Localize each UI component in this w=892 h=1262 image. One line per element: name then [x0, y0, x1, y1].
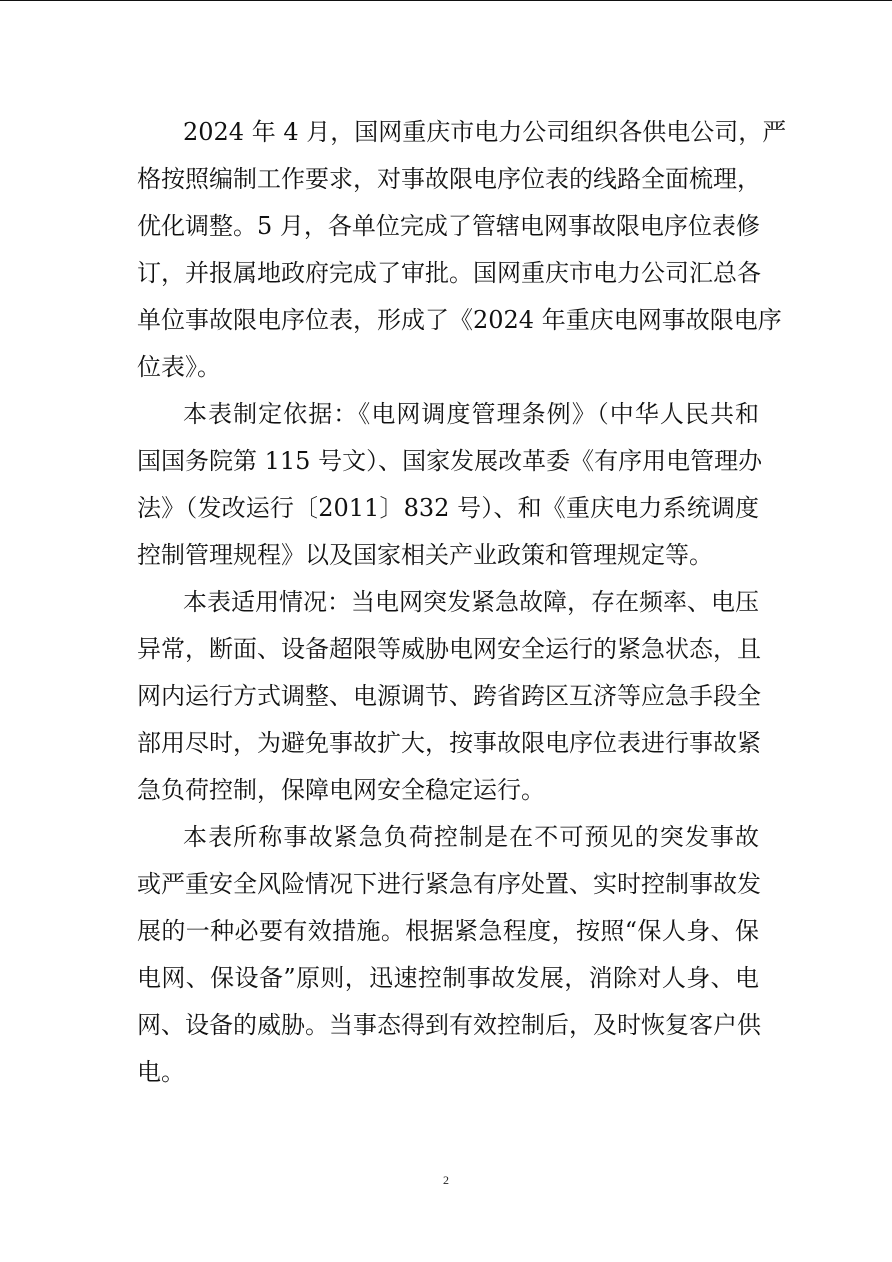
paragraph-line: 订，并报属地政府完成了审批。国网重庆市电力公司汇总各: [137, 259, 761, 287]
paragraph-line: 本表制定依据：《电网调度管理条例》（中华人民共和: [183, 400, 759, 428]
paragraph: [137, 579, 759, 814]
body-text: [137, 109, 787, 1096]
paragraph-line: 电。: [137, 1058, 185, 1086]
paragraph: [137, 391, 763, 579]
paragraph-line: 或严重安全风险情况下进行紧急有序处置、实时控制事故发: [137, 870, 761, 898]
paragraph-line: 法》（发改运行〔2011〕832 号）、和《重庆电力系统调度: [137, 494, 759, 522]
paragraph-line: 部用尽时，为避免事故扩大，按事故限电序位表进行事故紧: [137, 729, 761, 757]
paragraph-line: 展的一种必要有效措施。根据紧急程度，按照“保人身、保: [137, 917, 759, 945]
paragraph-line: 急负荷控制，保障电网安全稳定运行。: [137, 776, 545, 804]
paragraph: [137, 814, 759, 1096]
paragraph-line: 电网、保设备”原则，迅速控制事故发展，消除对人身、电: [137, 964, 759, 992]
page-number: 2: [443, 1173, 449, 1187]
paragraph-line: 单位事故限电序位表，形成了《2024 年重庆电网事故限电序: [137, 306, 782, 334]
paragraph-line: 网、设备的威胁。当事态得到有效控制后，及时恢复客户供: [137, 1011, 761, 1039]
paragraph-line: 网内运行方式调整、电源调节、跨省跨区互济等应急手段全: [137, 682, 761, 710]
paragraph-line: 异常，断面、设备超限等威胁电网安全运行的紧急状态，且: [137, 635, 761, 663]
paragraph-line: 国国务院第 115 号文）、国家发展改革委《有序用电管理办: [137, 447, 763, 475]
paragraph-line: 优化调整。5 月，各单位完成了管辖电网事故限电序位表修: [137, 212, 760, 240]
paragraph-line: 控制管理规程》以及国家相关产业政策和管理规定等。: [137, 541, 713, 569]
paragraph: [137, 109, 787, 391]
paragraph-line: 本表所称事故紧急负荷控制是在不可预见的突发事故: [183, 823, 759, 851]
paragraph-line: 2024 年 4 月，国网重庆市电力公司组织各供电公司，严: [183, 118, 787, 146]
paragraph-line: 本表适用情况：当电网突发紧急故障，存在频率、电压: [183, 588, 759, 616]
paragraph-line: 位表》。: [137, 353, 221, 381]
paragraph-line: 格按照编制工作要求，对事故限电序位表的线路全面梳理，: [137, 165, 761, 193]
